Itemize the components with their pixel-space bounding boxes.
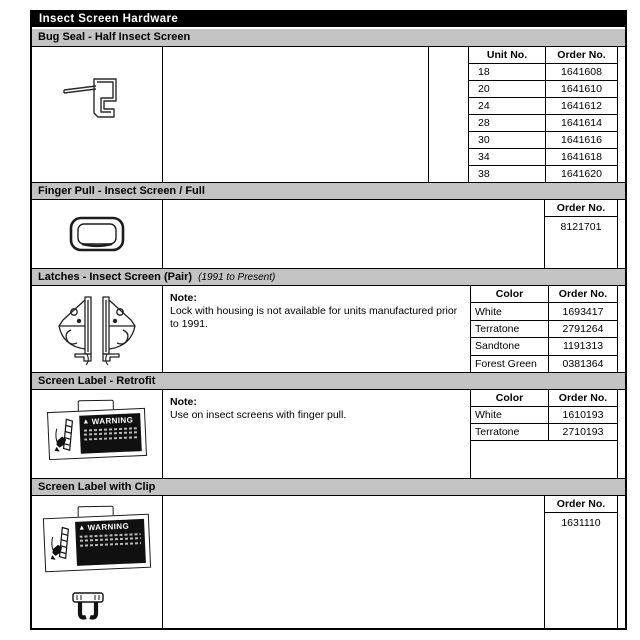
clip-order-box xyxy=(544,496,618,628)
bug-seal-parts-table xyxy=(468,47,618,182)
latch-pair-image xyxy=(47,292,147,366)
order-no-cell: 1641608 xyxy=(561,66,602,78)
table-header-row xyxy=(469,47,617,64)
falling-figure-icon xyxy=(48,522,74,567)
note-label: Note: xyxy=(170,396,197,408)
section-title: Screen Label with Clip xyxy=(38,481,156,493)
table-row xyxy=(471,424,617,441)
unit-no-column-header: Unit No. xyxy=(486,49,528,61)
order-no-column-header: Order No. xyxy=(558,392,608,404)
table-row xyxy=(469,115,617,132)
falling-figure-icon xyxy=(52,416,78,457)
order-no-cell: 1610193 xyxy=(562,409,604,421)
order-no-cell: 1693417 xyxy=(562,305,604,318)
unit-no-cell: 30 xyxy=(478,134,490,146)
section-bug-seal-row xyxy=(32,47,625,182)
section-title: Bug Seal - Half Insect Screen xyxy=(38,31,191,43)
section-title: Screen Label - Retrofit xyxy=(38,375,156,387)
hardware-catalog-table xyxy=(30,10,627,630)
table-row xyxy=(469,64,617,81)
order-no-cell: 1641614 xyxy=(561,117,602,129)
order-no-cell: 1641620 xyxy=(561,168,602,180)
table-header-row xyxy=(545,496,617,513)
order-no-cell: 1641612 xyxy=(561,100,602,112)
section-title-suffix: (1991 to Present) xyxy=(198,272,276,283)
table-row xyxy=(469,81,617,98)
warning-fine-print-line xyxy=(80,542,141,547)
table-header-row xyxy=(545,200,617,217)
table-row xyxy=(471,338,617,355)
table-header-row xyxy=(471,286,617,303)
warning-triangle-icon: ▲ xyxy=(82,418,90,426)
table-row xyxy=(471,303,617,320)
order-no-cell: 2791264 xyxy=(562,323,604,336)
section-label-retrofit-row xyxy=(32,390,625,478)
order-no-cell: 2710193 xyxy=(562,426,604,438)
bug-seal-image-cell xyxy=(32,47,163,182)
color-cell: White xyxy=(475,305,502,318)
warning-label-image xyxy=(47,408,147,460)
retrofit-label-image-cell xyxy=(32,390,163,478)
section-title: Latches - Insect Screen (Pair) xyxy=(38,271,193,283)
order-no-cell: 1191313 xyxy=(562,340,604,353)
screen-clip-image xyxy=(68,590,108,622)
section-header-label-retrofit xyxy=(32,372,625,390)
table-row xyxy=(471,321,617,338)
retrofit-parts-table xyxy=(470,390,618,478)
warning-triangle-icon: ▲ xyxy=(78,524,86,532)
clip-label-image-cell xyxy=(32,496,163,628)
warning-label-heading: WARNING xyxy=(91,415,134,427)
order-no-column-header: Order No. xyxy=(558,288,608,301)
finger-pull-image-cell xyxy=(32,200,163,268)
section-finger-pull-row xyxy=(32,200,625,268)
table-row xyxy=(469,149,617,166)
warning-fine-print-line xyxy=(84,436,137,440)
title-bar xyxy=(32,10,625,29)
color-cell: Terratone xyxy=(475,323,520,336)
latches-image-cell xyxy=(32,286,163,372)
unit-no-cell: 38 xyxy=(478,168,490,180)
color-column-header: Color xyxy=(495,392,524,404)
table-header-row xyxy=(471,390,617,407)
note-text: Use on insect screens with finger pull. xyxy=(170,409,347,421)
section-header-label-clip xyxy=(32,478,625,496)
unit-no-cell: 24 xyxy=(478,100,490,112)
finger-pull-image xyxy=(68,214,126,254)
table-row xyxy=(469,166,617,182)
color-cell: Sandtone xyxy=(475,340,520,353)
page-title: Insect Screen Hardware xyxy=(39,13,179,25)
unit-no-cell: 34 xyxy=(478,151,490,163)
color-cell: White xyxy=(475,409,502,421)
order-no-column-header: Order No. xyxy=(556,498,606,510)
section-header-latches xyxy=(32,268,625,286)
order-no-cell: 1641618 xyxy=(561,151,602,163)
order-no-cell: 0381364 xyxy=(562,357,604,370)
color-column-header: Color xyxy=(495,288,524,301)
order-no-cell: 8121701 xyxy=(560,221,602,233)
unit-no-cell: 28 xyxy=(478,117,490,129)
color-cell: Forest Green xyxy=(475,357,537,370)
table-row xyxy=(469,132,617,149)
finger-pull-order-box xyxy=(544,200,618,268)
order-no-column-header: Order No. xyxy=(557,49,606,61)
cell-divider xyxy=(428,47,429,182)
table-row xyxy=(471,356,617,372)
section-title: Finger Pull - Insect Screen / Full xyxy=(38,185,205,197)
note-label: Note: xyxy=(170,292,197,304)
section-header-bug-seal xyxy=(32,29,625,47)
section-label-clip-row xyxy=(32,496,625,628)
warning-label-heading: WARNING xyxy=(87,521,130,533)
table-row xyxy=(471,407,617,424)
color-cell: Terratone xyxy=(475,426,520,438)
section-latches-row xyxy=(32,286,625,372)
order-no-cell: 1631110 xyxy=(561,517,601,529)
note-text: Lock with housing is not available for units manufactured prior to 1991. xyxy=(170,305,458,330)
warning-fine-print-line xyxy=(84,431,137,435)
warning-label-image xyxy=(43,514,151,573)
warning-fine-print-line xyxy=(84,427,137,431)
latches-parts-table xyxy=(470,286,618,372)
order-no-cell: 1641610 xyxy=(561,83,602,95)
order-no-cell: 1641616 xyxy=(561,134,602,146)
table-row xyxy=(469,98,617,115)
section-header-finger-pull xyxy=(32,182,625,200)
unit-no-cell: 20 xyxy=(478,83,490,95)
bug-seal-profile-image xyxy=(58,69,136,131)
order-no-column-header: Order No. xyxy=(556,202,606,214)
unit-no-cell: 18 xyxy=(478,66,490,78)
